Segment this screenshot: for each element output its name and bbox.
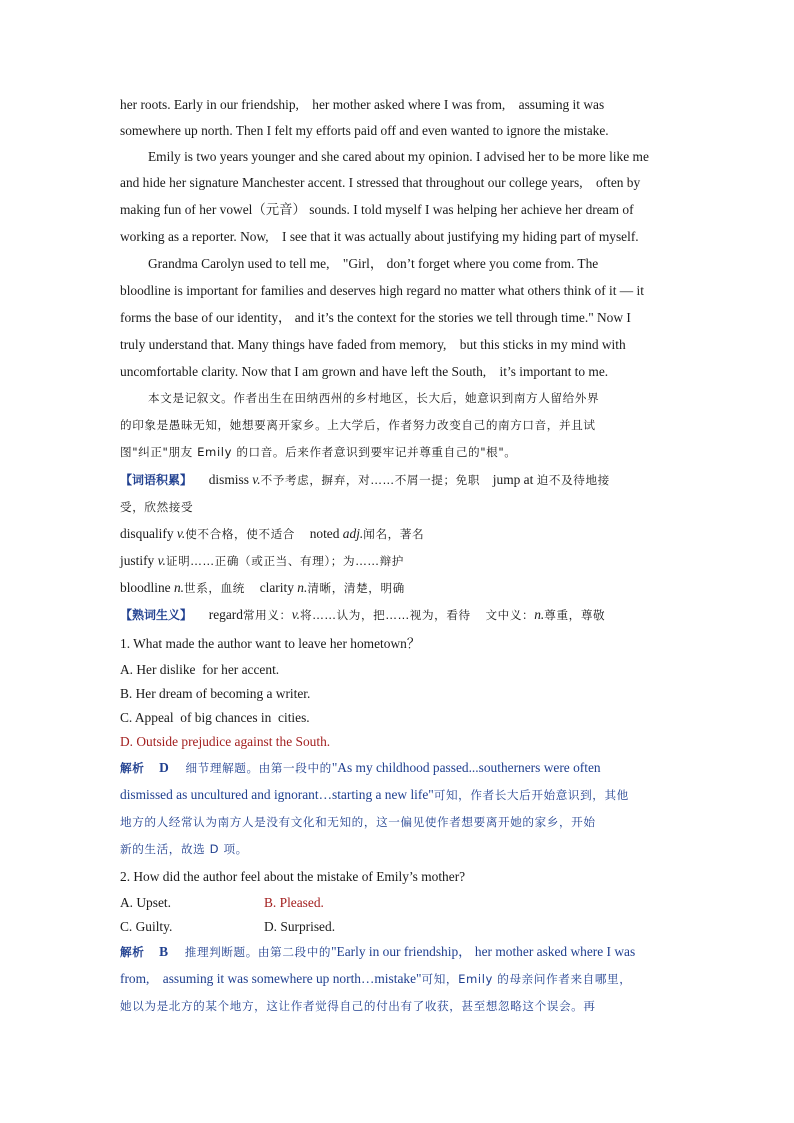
passage-line: making fun of her vowel（元音） sounds. I told myself I was helping her achieve her dream of [120,202,634,217]
shuci-heading: 【熟词生义】 [120,608,193,622]
passage-line: forms the base of our identity， and it’s the context for the stories we tell through time." Now I [120,310,631,325]
vocab-pos: v. [157,553,166,568]
vocab-term: bloodline [120,580,171,595]
shuci-text-label: 文中义： [485,608,535,622]
summary-line: 的印象是愚昧无知，她想要离开家乡。上大学后，作者努力改变自己的南方口音，并且试 [120,418,596,432]
shuci-word: regard [208,607,243,622]
analysis-line: 地方的人经常认为南方人是没有文化和无知的，这一偏见使作者想要离开她的家乡，开始 [120,815,596,829]
vocab-term: dismiss [208,472,249,487]
vocab-line: 受，欣然接受 [120,500,194,514]
vocab-pos: n. [297,580,308,595]
passage-line: uncomfortable clarity. Now that I am grown and have left the South, it’s important to me. [120,364,609,379]
analysis-answer: D [159,760,169,775]
analysis-text: 可知，作者长大后开始意识到，其他 [433,788,629,802]
question-stem: 2. How did the author feel about the mistake of Emily’s mother? [120,869,466,884]
vocab-line [120,552,404,570]
vocab-line [120,525,424,543]
analysis-quote: "Early in our friendship， her mother asked where I was [331,944,636,959]
analysis-line [120,786,629,804]
shuci-common-label: 常用义： [242,608,292,622]
vocab-term: clarity [259,580,294,595]
analysis-text: 可知，Emily 的母亲问作者来自哪里， [421,972,632,986]
vocab-meaning: 世系，血统 [184,581,245,595]
passage-line: Grandma Carolyn used to tell me, "Girl， don’t forget where you come from. The [148,256,599,271]
option-d: D. Surprised. [264,919,336,934]
vocab-pos: adj. [342,526,364,541]
option-b-correct: B. Pleased. [264,895,324,910]
option-a: A. Her dislike for her accent. [120,662,280,677]
vocab-meaning: 闻名，著名 [363,527,425,541]
option-c: C. Guilty. [120,919,173,934]
analysis-quote: from, assuming it was somewhere up north…mistake" [120,971,422,986]
vocab-line [120,471,610,489]
passage-line: and hide her signature Manchester accent. I stressed that throughout our college years, often by [120,175,641,190]
question-stem: 1. What made the author want to leave her hometown？ [120,636,421,651]
vocab-line [120,579,405,597]
summary-line: 本文是记叙文。作者出生在田纳西州的乡村地区，长大后，她意识到南方人留给外界 [148,391,600,405]
analysis-line [120,759,601,777]
analysis-line: 新的生活，故选 D 项。 [120,842,248,856]
vocab-meaning: 不予考虑，摒弃，对……不屑一提；免职 [260,473,481,487]
vocab-term: noted [309,526,340,541]
vocab-pos: v. [176,526,186,541]
vocab-term: justify [120,553,155,568]
option-d-correct: D. Outside prejudice against the South. [120,734,331,749]
vocab-meaning: 迫不及待地接 [536,473,610,487]
vocab-heading: 【词语积累】 [120,473,193,487]
vocab-term: jump at [492,472,534,487]
option-c: C. Appeal of big chances in cities. [120,710,310,725]
analysis-line [120,970,631,988]
analysis-type: 推理判断题。由第二段中的 [184,945,332,959]
analysis-quote: "As my childhood passed...southerners were often [331,760,601,775]
shuci-pos: n. [534,607,545,622]
passage-line: Emily is two years younger and she cared about my opinion. I advised her to be more like me [148,149,649,164]
summary-line: 图"纠正"朋友 Emily 的口音。后来作者意识到要牢记并尊重自己的"根"。 [120,445,517,459]
shuci-line [120,606,605,624]
vocab-term: disqualify [120,526,174,541]
vocab-pos: n. [173,580,184,595]
vocab-meaning: 清晰，清楚，明确 [307,581,405,595]
passage-line: her roots. Early in our friendship, her mother asked where I was from, assuming it was [120,97,605,112]
analysis-type: 细节理解题。由第一段中的 [185,761,332,775]
shuci-text-meaning: 尊重，尊敬 [544,608,606,622]
analysis-line: 她以为是北方的某个地方，这让作者觉得自己的付出有了收获，甚至想忽略这个误会。再 [120,999,596,1013]
analysis-label: 解析 [120,945,145,959]
analysis-answer: B [159,944,169,959]
analysis-quote: dismissed as uncultured and ignorant…starting a new life" [120,787,434,802]
shuci-pos: v. [291,607,301,622]
analysis-label: 解析 [120,761,145,775]
vocab-meaning: 使不合格，使不适合 [185,527,295,541]
option-a: A. Upset. [120,895,171,910]
passage-line: truly understand that. Many things have faded from memory, but this sticks in my mind with [120,337,626,352]
passage-line: somewhere up north. Then I felt my efforts paid off and even wanted to ignore the mistake. [120,123,609,138]
passage-line: working as a reporter. Now, I see that it was actually about justifying my hiding part of myself. [120,229,639,244]
option-b: B. Her dream of becoming a writer. [120,686,311,701]
shuci-common-meaning: 将……认为，把……视为，看待 [300,608,471,622]
passage-line: bloodline is important for families and deserves high regard no matter what others think of it — it [120,283,644,298]
analysis-line [120,943,635,961]
vocab-meaning: 证明……正确（或正当、有理）；为……辩护 [165,554,404,568]
vocab-pos: v. [252,472,261,487]
